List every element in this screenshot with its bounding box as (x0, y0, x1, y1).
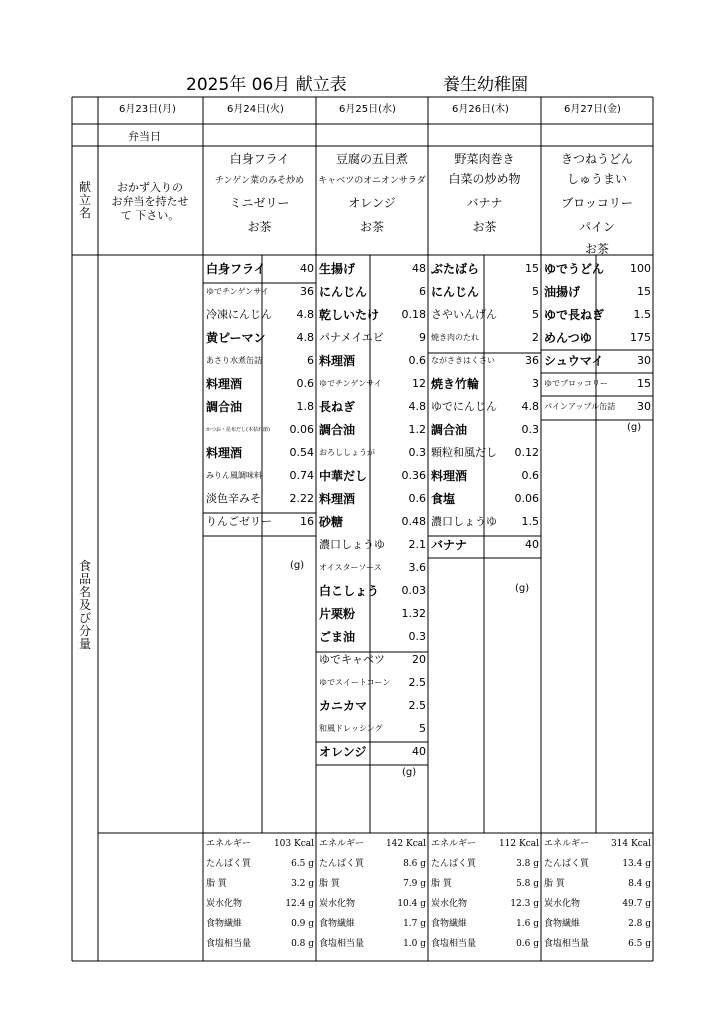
nutrition-value: 12.3 g (510, 899, 539, 909)
nutrition-value: 3.8 g (516, 859, 539, 869)
ingredient-amount: 175 (630, 331, 651, 344)
nutrition-value: 142 Kcal (385, 839, 426, 849)
ingredient-name: 焼き竹輪 (431, 377, 480, 391)
ingredient-amount: 30 (637, 354, 651, 367)
nutrition-label: エネルギー (544, 839, 590, 849)
ingredient-name: 料理酒 (206, 446, 243, 460)
unit-label: (g) (290, 560, 305, 571)
ingredient-amount: 12 (412, 377, 426, 390)
nutrition-label: 炭水化物 (544, 899, 581, 909)
ingredient-name: にんじん (431, 285, 480, 299)
ingredient-amount: 5 (532, 285, 539, 298)
ingredient-name: 焼き肉のたれ (431, 333, 479, 342)
ingredient-amount: 5 (419, 722, 426, 735)
ingredient-amount: 15 (637, 377, 651, 390)
ingredient-name: あさり水煮缶詰 (206, 356, 262, 365)
ingredient-name: ゆでスイートコーン (319, 678, 391, 687)
ingredient-name: シュウマイ (544, 354, 604, 368)
date-mon: 6月23日(月) (119, 104, 176, 115)
nutrition-label: 食物繊維 (431, 919, 468, 929)
ingredient-name: カニカマ (319, 699, 368, 713)
nutrition-value: 0.6 g (516, 939, 539, 949)
ingredient-name: 淡色辛みそ (206, 492, 261, 505)
nutrition-label: 脂 質 (206, 879, 227, 889)
menu-item: お茶 (584, 242, 609, 256)
ingredient-name: 顆粒和風だし (431, 446, 497, 459)
nutrition-label: 食塩相当量 (319, 939, 365, 949)
ingredient-amount: 1.5 (633, 308, 651, 321)
ingredient-amount: 40 (300, 262, 314, 275)
ingredient-name: 料理酒 (431, 469, 468, 483)
nutrition-value: 5.8 g (516, 879, 539, 889)
nutrition-value: 49.7 g (622, 899, 651, 909)
ingredient-name: ゆでブロッコリー (544, 379, 608, 388)
ingredient-name: 料理酒 (319, 354, 356, 368)
ingredient-amount: 36 (525, 354, 539, 367)
nutrition-label: たんぱく質 (544, 859, 590, 869)
ingredient-name: 料理酒 (206, 377, 243, 391)
ingredient-amount: 100 (630, 262, 651, 275)
menu-item: きつねうどん (560, 152, 633, 166)
ingredient-amount: 2.22 (289, 492, 314, 505)
nutrition-value: 314 Kcal (610, 839, 651, 849)
nutrition-label: エネルギー (319, 839, 365, 849)
nutrition-value: 112 Kcal (498, 839, 539, 849)
ingredient-amount: 3.6 (408, 561, 426, 574)
nutrition-value: 0.8 g (291, 939, 314, 949)
nutrition-value: 13.4 g (622, 859, 651, 869)
ingredient-amount: 4.8 (296, 308, 314, 321)
ingredient-amount: 4.8 (296, 331, 314, 344)
ingredient-name: 料理酒 (319, 492, 356, 506)
menu-item: 白身フライ (229, 152, 290, 166)
ingredient-name: さやいんげん (431, 308, 497, 321)
nutrition-label: たんぱく質 (319, 859, 365, 869)
ingredient-amount: 6 (419, 285, 426, 298)
date-wed: 6月25日(水) (339, 104, 396, 115)
nutrition-label: たんぱく質 (431, 859, 477, 869)
menu-item: 豆腐の五目煮 (335, 152, 408, 166)
ingredient-name: パインアップル缶詰 (544, 402, 616, 411)
ingredient-amount: 1.32 (401, 607, 426, 620)
nutrition-value: 6.5 g (628, 939, 651, 949)
menu-item: お茶 (247, 220, 272, 234)
ingredient-amount: 4.8 (408, 400, 426, 413)
menu-item: オレンジ (348, 196, 396, 210)
menu-item: 白菜の炒め物 (448, 172, 521, 186)
ingredient-name: 濃口しょうゆ (319, 538, 385, 551)
ingredient-name: ゆでにんじん (431, 400, 497, 413)
ingredient-amount: 2.5 (408, 676, 426, 689)
nutrition-label: たんぱく質 (206, 859, 252, 869)
title-main: 2025年 06月 献立表 (186, 75, 347, 95)
nutrition-value: 0.9 g (291, 919, 314, 929)
ingredient-name: 中華だし (319, 469, 368, 483)
ingredient-name: ゆでチンゲンサイ (206, 287, 269, 296)
ingredient-name: ゆでうどん (544, 262, 605, 276)
ingredient-amount: 0.6 (296, 377, 314, 390)
menu-item: チンゲン菜のみそ炒め (214, 176, 305, 186)
ingredient-amount: 0.06 (514, 492, 539, 505)
bento-day-label: 弁当日 (128, 130, 161, 143)
ingredient-name: 冷凍にんじん (206, 308, 272, 321)
ingredient-name: 食塩 (431, 492, 456, 506)
ingredient-name: めんつゆ (544, 331, 592, 345)
ingredient-name: 調合油 (206, 400, 243, 414)
nutrition-value: 6.5 g (291, 859, 314, 869)
ingredient-name: 油揚げ (544, 285, 581, 299)
nutrition-value: 3.2 g (291, 879, 314, 889)
ingredient-amount: 0.12 (514, 446, 539, 459)
ingredient-name: ゆで長ねぎ (544, 308, 605, 322)
ingredient-name: にんじん (319, 285, 368, 299)
nutrition-label: 脂 質 (431, 879, 452, 889)
ingredient-name: 濃口しょうゆ (431, 515, 497, 528)
ingredient-name: 白こしょう (319, 584, 380, 598)
ingredient-amount: 0.36 (401, 469, 426, 482)
ingredient-name: おろししょうが (319, 448, 375, 457)
ingredient-name: オイスターソース (319, 563, 382, 572)
ingredient-amount: 6 (307, 354, 314, 367)
ingredient-amount: 1.5 (521, 515, 539, 528)
menu-item: ミニゼリー (229, 196, 290, 210)
monday-bento-note: おかず入りの お弁当を持たせて 下さい。 (111, 181, 189, 222)
nutrition-value: 1.0 g (403, 939, 426, 949)
ingredient-name: ぶたばら (431, 262, 480, 276)
ingredient-amount: 0.3 (408, 630, 426, 643)
nutrition-label: 脂 質 (319, 879, 340, 889)
ingredient-amount: 0.6 (408, 354, 426, 367)
ingredient-name: かつお・昆布だし(本枯れ節) (206, 427, 270, 433)
ingredient-name: オレンジ (319, 745, 367, 759)
menu-item: バナナ (466, 196, 503, 210)
nutrition-value: 8.4 g (628, 879, 651, 889)
menu-section-label: 献立名 (78, 180, 91, 220)
ingredient-amount: 36 (300, 285, 314, 298)
ingredient-amount: 2.1 (408, 538, 426, 551)
menu-item: しゅうまい (566, 172, 627, 186)
ingredient-amount: 0.06 (289, 423, 314, 436)
nutrition-label: 脂 質 (544, 879, 565, 889)
ingredient-amount: 20 (412, 653, 426, 666)
ingredient-amount: 0.18 (401, 308, 426, 321)
ingredient-name: バナナ (431, 538, 468, 552)
title-school: 養生幼稚園 (443, 75, 528, 95)
ingredient-amount: 0.3 (521, 423, 539, 436)
nutrition-value: 10.4 g (397, 899, 426, 909)
unit-label: (g) (402, 767, 417, 778)
ingredient-name: ゆでチンゲンサイ (319, 379, 382, 388)
nutrition-label: 炭水化物 (319, 899, 356, 909)
menu-item: お茶 (472, 220, 497, 234)
ingredient-amount: 15 (637, 285, 651, 298)
ingredient-name: 白身フライ (206, 262, 266, 276)
ingredient-amount: 2 (532, 331, 539, 344)
ingredient-name: 片栗粉 (319, 607, 356, 621)
ingredient-name: 黄ピーマン (206, 331, 266, 345)
nutrition-value: 1.6 g (516, 919, 539, 929)
ingredient-amount: 1.8 (296, 400, 314, 413)
ingredient-name: 乾しいたけ (319, 308, 380, 322)
ingredient-amount: 9 (419, 331, 426, 344)
ingredient-name: りんごゼリー (206, 515, 272, 528)
ingredient-amount: 40 (525, 538, 539, 551)
nutrition-value: 2.8 g (628, 919, 651, 929)
ingredient-amount: 5 (532, 308, 539, 321)
ingredient-amount: 0.03 (401, 584, 426, 597)
menu-item: 野菜肉巻き (454, 152, 515, 166)
ingredient-name: みりん風調味料 (206, 471, 262, 480)
ingredient-name: ゆでキャベツ (319, 653, 385, 666)
nutrition-label: エネルギー (431, 839, 477, 849)
ingredient-name: 調合油 (319, 423, 356, 437)
menu-item: お茶 (359, 220, 384, 234)
nutrition-value: 1.7 g (403, 919, 426, 929)
menu-item: ブロッコリー (561, 196, 633, 210)
ingredient-amount: 40 (412, 745, 426, 758)
date-thu: 6月26日(木) (452, 104, 509, 115)
ingredient-name: 和風ドレッシング (319, 724, 383, 733)
nutrition-label: 食塩相当量 (431, 939, 477, 949)
nutrition-label: 食物繊維 (206, 919, 243, 929)
nutrition-label: 食物繊維 (319, 919, 356, 929)
ingredient-name: ながさきはくさい (431, 356, 495, 365)
nutrition-label: 食塩相当量 (206, 939, 252, 949)
foods-section-label: 食品名及び分量 (78, 559, 91, 651)
ingredient-amount: 48 (412, 262, 426, 275)
nutrition-value: 103 Kcal (273, 839, 314, 849)
ingredient-amount: 15 (525, 262, 539, 275)
date-tue: 6月24日(火) (227, 104, 284, 115)
ingredient-amount: 0.3 (408, 446, 426, 459)
ingredient-amount: 16 (300, 515, 314, 528)
ingredient-name: 砂糖 (319, 515, 344, 529)
nutrition-label: 食塩相当量 (544, 939, 590, 949)
menu-item: キャベツのオニオンサラダ (318, 176, 426, 186)
ingredient-name: パナメイエビ (319, 331, 384, 344)
unit-label: (g) (515, 583, 530, 594)
ingredient-amount: 0.48 (401, 515, 426, 528)
ingredient-amount: 30 (637, 400, 651, 413)
ingredient-amount: 0.6 (408, 492, 426, 505)
date-fri: 6月27日(金) (564, 104, 621, 115)
ingredient-amount: 0.6 (521, 469, 539, 482)
ingredient-amount: 3 (532, 377, 539, 390)
unit-label: (g) (627, 422, 642, 433)
nutrition-value: 12.4 g (285, 899, 314, 909)
ingredient-amount: 2.5 (408, 699, 426, 712)
nutrition-value: 7.9 g (403, 879, 426, 889)
ingredient-name: 調合油 (431, 423, 468, 437)
ingredient-amount: 1.2 (408, 423, 426, 436)
nutrition-label: 炭水化物 (431, 899, 468, 909)
menu-item: パイン (578, 220, 615, 234)
nutrition-label: 食物繊維 (544, 919, 581, 929)
nutrition-label: エネルギー (206, 839, 252, 849)
ingredient-amount: 0.74 (289, 469, 314, 482)
ingredient-amount: 4.8 (521, 400, 539, 413)
ingredient-amount: 0.54 (289, 446, 314, 459)
ingredient-name: 生揚げ (319, 262, 356, 276)
ingredient-name: 長ねぎ (319, 400, 356, 414)
nutrition-label: 炭水化物 (206, 899, 243, 909)
ingredient-name: ごま油 (319, 630, 356, 644)
nutrition-value: 8.6 g (403, 859, 426, 869)
